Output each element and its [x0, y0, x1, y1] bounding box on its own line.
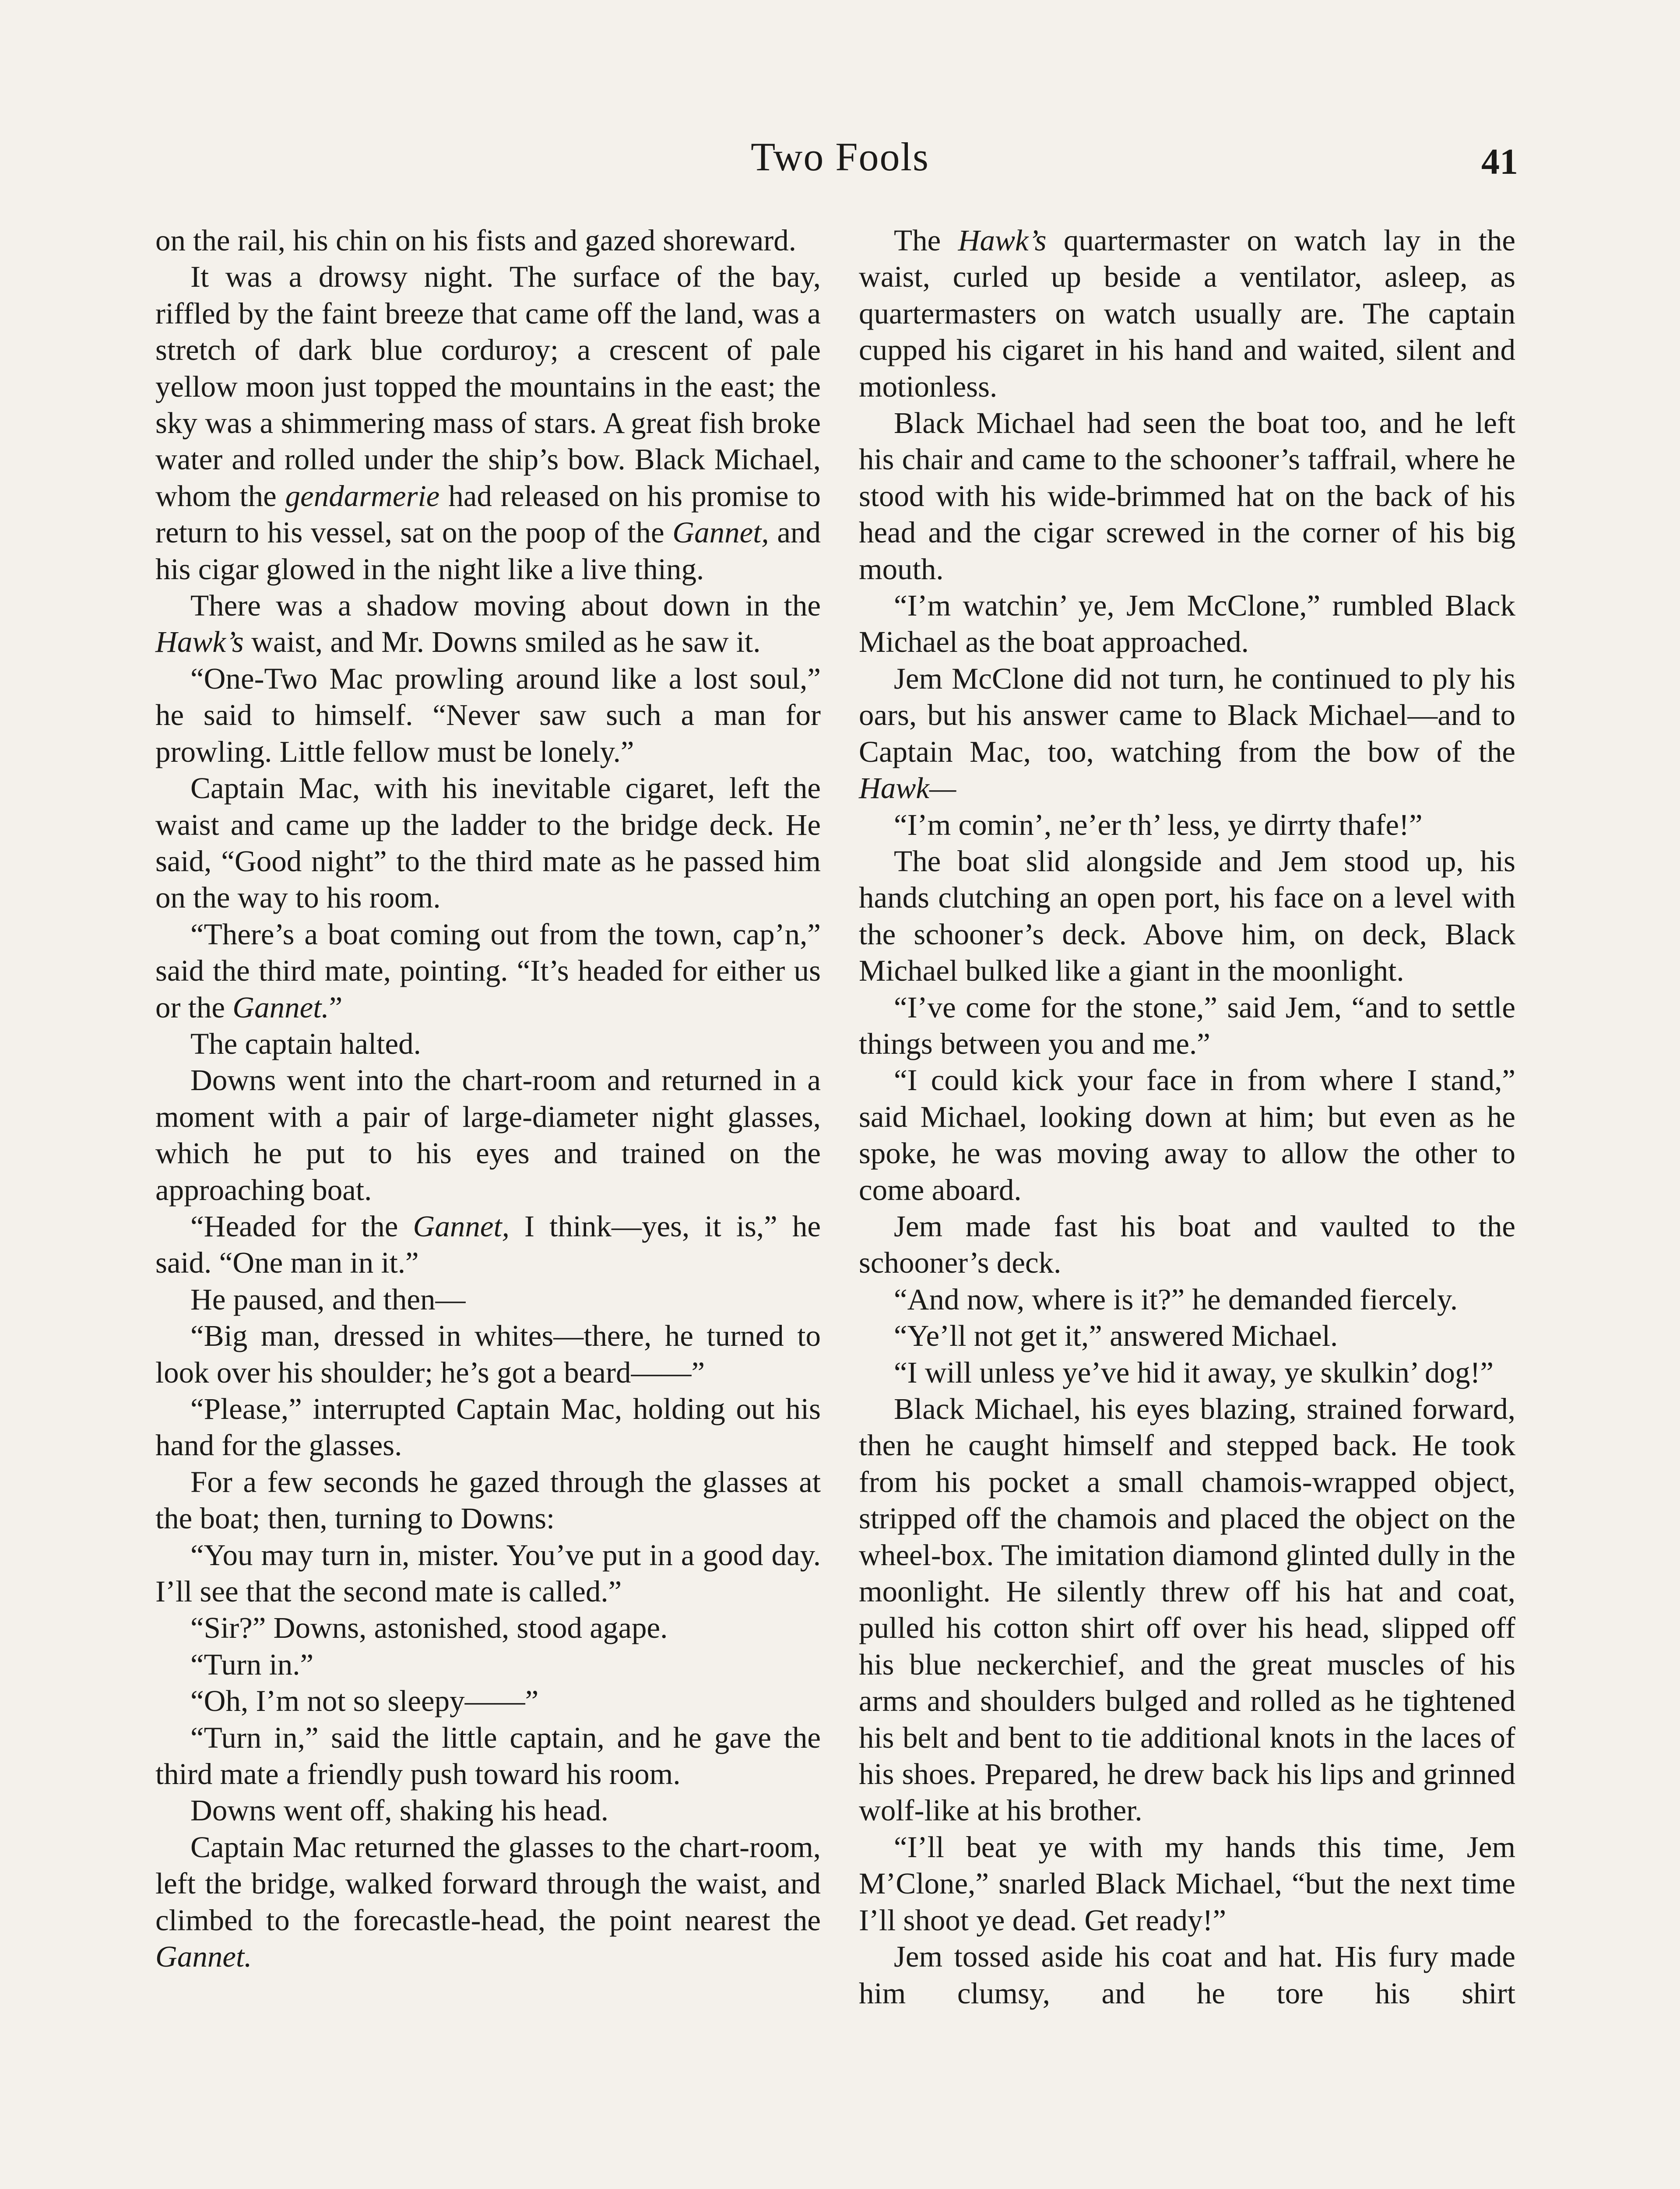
paragraph: “You may turn in, mister. You’ve put in a good day. I’ll see that the second mate is called.” [155, 1538, 821, 1608]
paragraph: “Ye’ll not get it,” answered Michael. [894, 1319, 1338, 1353]
paragraph: The Hawk’s quartermaster on watch lay in the waist, curled up beside a ventilator, asleep, as quartermasters on watch usually are. The captain cupped his cigaret in his hand and waited, silent and motionless. [859, 224, 1516, 403]
left-column [155, 222, 821, 1975]
paragraph: Black Michael, his eyes blazing, strained forward, then he caught himself and stepped back. He took from his pocket a small chamois-wrapped object, stripped off the chamois and placed the object on the wheel-box. The imitation diamond glinted dully in the moonlight. He silently threw off his hat and coat, pulled his cotton shirt off over his head, slipped off his blue neckerchief, and the great muscles of his arms and shoulders bulged and rolled as he tightened his belt and bent to tie additional knots in the laces of his shoes. Prepared, he drew back his lips and grinned wolf-like at his brother. [859, 1392, 1515, 1827]
paragraph: “Turn in.” [190, 1647, 314, 1681]
paragraph: Captain Mac returned the glasses to the chart-room, left the bridge, walked forward through the waist, and climbed to the forecastle-head, the point nearest the Gannet. [155, 1830, 821, 1974]
paragraph: There was a shadow moving about down in the Hawk’s waist, and Mr. Downs smiled as he saw it. [155, 589, 821, 659]
paragraph: “Oh, I’m not so sleepy——” [190, 1684, 539, 1718]
paragraph: “I could kick your face in from where I stand,” said Michael, looking down at him; but even as he spoke, he was moving away to allow the other to come aboard. [859, 1063, 1515, 1207]
paragraph: on the rail, his chin on his fists and gazed shoreward. [155, 224, 796, 257]
paragraph: The captain halted. [190, 1027, 421, 1060]
paragraph: “Big man, dressed in whites—there, he turned to look over his shoulder; he’s got a beard——” [155, 1319, 821, 1389]
paragraph: For a few seconds he gazed through the glasses at the boat; then, turning to Downs: [155, 1465, 821, 1535]
paragraph: The boat slid alongside and Jem stood up, his hands clutching an open port, his face on a level with the schooner’s deck. Above him, on deck, Black Michael bulked like a giant in the moonlight. [859, 844, 1515, 988]
paragraph: “I will unless ye’ve hid it away, ye skulkin’ dog!” [894, 1355, 1494, 1389]
paragraph: “One-Two Mac prowling around like a lost soul,” he said to himself. “Never saw such a man for prowling. Little fellow must be lonely.” [155, 662, 821, 768]
paragraph: “And now, where is it?” he demanded fiercely. [894, 1282, 1458, 1316]
paragraph: Jem made fast his boat and vaulted to the schooner’s deck. [859, 1209, 1515, 1280]
paragraph: Jem McClone did not turn, he continued to ply his oars, but his answer came to Black Michael—and to Captain Mac, too, watching from the bow of the Hawk— [859, 662, 1515, 805]
paragraph: “Please,” interrupted Captain Mac, holding out his hand for the glasses. [155, 1392, 821, 1462]
paragraph: Jem tossed aside his coat and hat. His fury made him clumsy, and he tore his shirt [859, 1940, 1515, 2010]
paragraph: It was a drowsy night. The surface of the bay, riffled by the faint breeze that came off the land, was a stretch of dark blue corduroy; a crescent of pale yellow moon just topped the mountains in the east; the sky was a shimmering mass of stars. A great fish broke water and rolled under the ship’s bow. Black Michael, whom the gendarmerie had released on his promise to return to his vessel, sat on the poop of the Gannet, and his cigar glowed in the night like a live thing. [155, 260, 821, 586]
paragraph: Black Michael had seen the boat too, and he left his chair and came to the schooner’s taffrail, where he stood with his wide-brimmed hat on the back of his head and the cigar screwed in the corner of his big mouth. [859, 406, 1515, 586]
paragraph: Downs went off, shaking his head. [190, 1794, 609, 1827]
paragraph: “Headed for the Gannet, I think—yes, it is,” he said. “One man in it.” [155, 1209, 821, 1280]
paragraph: “I’m comin’, ne’er th’ less, ye dirrty thafe!” [894, 808, 1423, 841]
paragraph: “I’ll beat ye with my hands this time, Jem M’Clone,” snarled Black Michael, “but the next time I’ll shoot ye dead. Get ready!” [859, 1830, 1515, 1937]
paragraph: Downs went into the chart-room and returned in a moment with a pair of large-diameter night glasses, which he put to his eyes and trained on the approaching boat. [155, 1063, 821, 1207]
running-title: Two Fools [751, 134, 929, 179]
page-number: 41 [1481, 141, 1518, 182]
paragraph: “Turn in,” said the little captain, and he gave the third mate a friendly push toward his room. [155, 1721, 821, 1791]
paragraph: “Sir?” Downs, astonished, stood agape. [190, 1611, 668, 1645]
paragraph: He paused, and then— [190, 1282, 466, 1316]
right-column [859, 222, 1515, 2012]
paragraph: “I’m watchin’ ye, Jem McClone,” rumbled Black Michael as the boat approached. [859, 589, 1515, 659]
page-header [0, 130, 1680, 192]
paragraph: “I’ve come for the stone,” said Jem, “and to settle things between you and me.” [859, 990, 1515, 1060]
paragraph: Captain Mac, with his inevitable cigaret, left the waist and came up the ladder to the bridge deck. He said, “Good night” to the third mate as he passed him on the way to his room. [155, 771, 821, 915]
paragraph: “There’s a boat coming out from the town, cap’n,” said the third mate, pointing. “It’s headed for either us or the Gannet.” [155, 917, 821, 1024]
